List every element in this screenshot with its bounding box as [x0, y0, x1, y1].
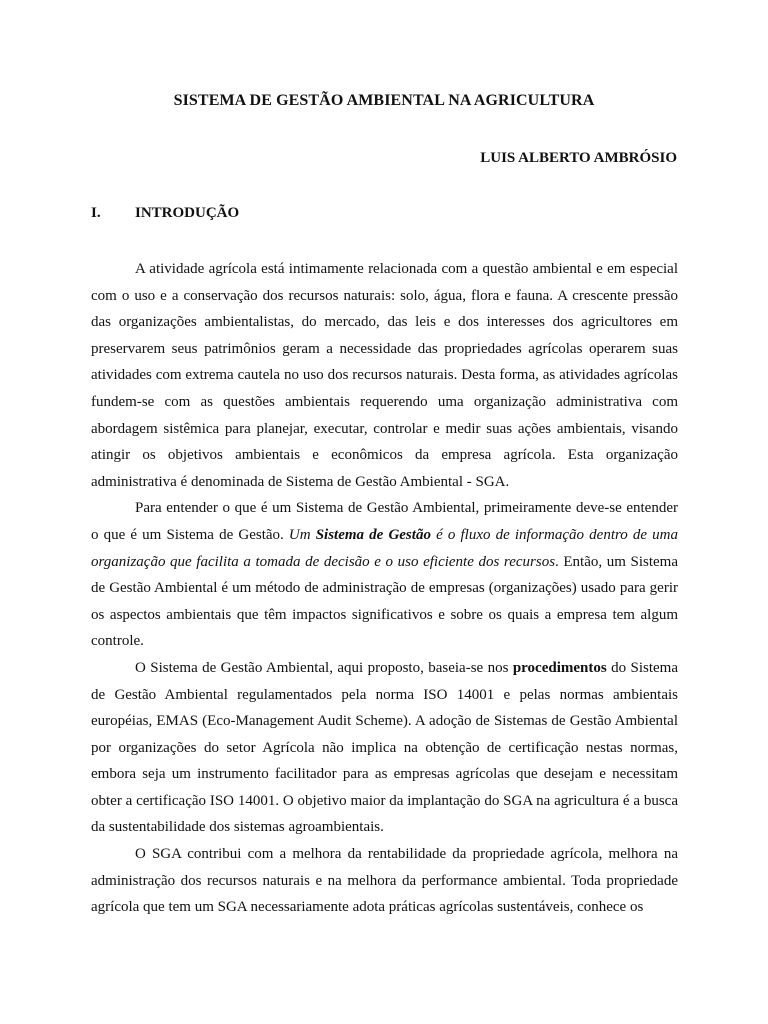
section-heading — [91, 205, 691, 222]
paragraph-3 — [91, 655, 678, 841]
paragraph-4: O SGA contribui com a melhora da rentabilidade da propriedade agrícola, melhora na administração dos recursos naturais e na melhora da performance ambiental. Toda propriedade agrícola que tem um SGA necessariamente adota práticas agrícolas sustentáveis, conhece os — [91, 846, 678, 916]
paragraph-3-before: O Sistema de Gestão Ambiental, aqui proposto, baseia-se nos — [135, 659, 513, 676]
paragraph-3-bold: procedimentos — [512, 659, 607, 676]
section-number: I. — [91, 205, 101, 221]
document-body — [91, 256, 678, 921]
paragraph-1: A atividade agrícola está intimamente relacionada com a questão ambiental e em especial com o uso e a conservação dos recursos naturais: solo, água, flora e fauna. A crescente pressão das organizações ambientalistas, do mercado, das leis e dos interesses dos agricultores em preservarem seus patrimônios geram a necessidade das propriedades agrícolas operarem suas atividades com extrema cautela no uso dos recursos naturais. Desta forma, as atividades agrícolas fundem-se com as questões ambientais requerendo uma organização administrativa com abordagem sistêmica para planejar, executar, controlar e medir suas ações ambientais, visando atingir os objetivos ambientais e econômicos da empresa agrícola. Esta organização administrativa é denominada de Sistema de Gestão Ambiental - SGA. — [91, 261, 678, 490]
paragraph-2 — [91, 495, 678, 655]
paragraph-2-before: Para entender o que é um Sistema de Gestão Ambiental, primeiramente deve-se entender o que é um Sistema de Gestão. — [91, 500, 678, 543]
definition-lead: Um — [288, 526, 316, 543]
paragraph-3-after: do Sistema de Gestão Ambiental regulamentados pela norma ISO 14001 e pelas normas ambientais européias, EMAS (Eco-Management Audit Scheme). A adoção de Sistemas de Gestão Ambiental por organizações do setor Agrícola não implica na obtenção de certificação nestas normas, embora seja um instrumento facilitador para as empresas agrícolas que desejam e necessitam obter a certificação ISO 14001. O objetivo maior da implantação do SGA na agricultura é a busca da sustentabilidade dos sistemas agroambientais. — [91, 659, 679, 836]
section-title: INTRODUÇÃO — [135, 205, 240, 221]
definition-text: é o fluxo de informação dentro de uma organização que facilita a tomada de decisão e o uso eficiente dos recursos — [91, 526, 678, 570]
document-author: LUIS ALBERTO AMBRÓSIO — [480, 150, 677, 166]
paragraph-2-after: . Então, um Sistema de Gestão Ambiental é um método de administração de empresas (organizações) usado para gerir os aspectos ambientais que têm impactos significativos e sobre os quais a empresa tem algum controle. — [91, 553, 678, 650]
document-title: SISTEMA DE GESTÃO AMBIENTAL NA AGRICULTURA — [173, 92, 595, 109]
definition-term: Sistema de Gestão — [315, 526, 431, 543]
